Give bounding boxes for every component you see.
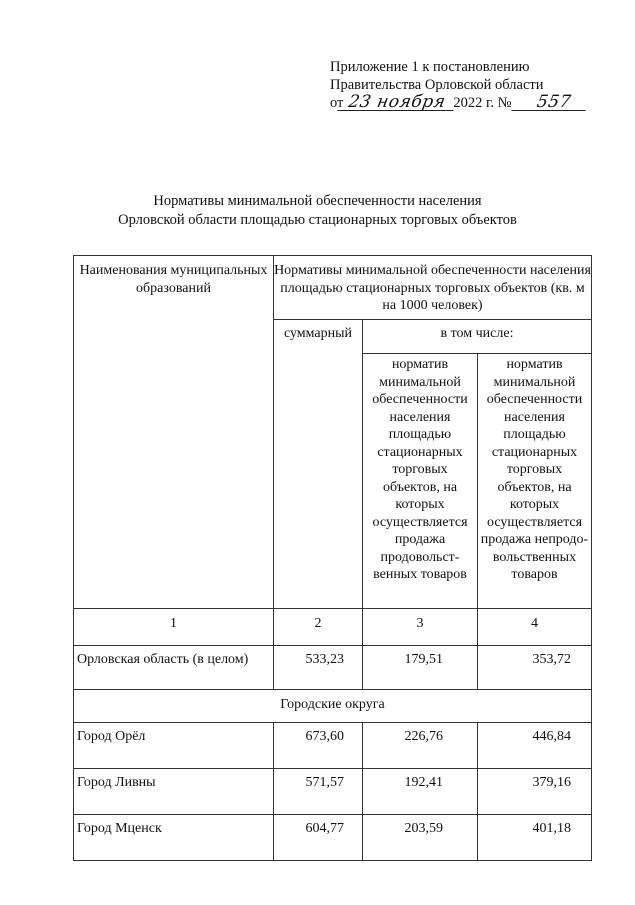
row-total: 533,23 <box>274 646 363 690</box>
column-number: 1 <box>74 609 274 646</box>
document-title <box>0 192 635 230</box>
row-nonfood: 401,18 <box>478 815 592 861</box>
section-row <box>74 690 592 723</box>
title-line-2: Орловской области площадью стационарных торговых объектов <box>118 212 517 228</box>
handwritten-date: 23 ноября <box>340 95 454 109</box>
row-food: 226,76 <box>363 723 478 769</box>
column-number: 4 <box>478 609 592 646</box>
title-line-1: Нормативы минимальной обеспеченности населения <box>153 193 482 209</box>
row-nonfood: 353,72 <box>478 646 592 690</box>
row-name: Город Мценск <box>74 815 274 861</box>
table-row <box>74 646 592 690</box>
row-total: 604,77 <box>274 815 363 861</box>
column-number: 2 <box>274 609 363 646</box>
appendix-year: 2022 г. № <box>453 95 512 111</box>
table-row <box>74 769 592 815</box>
table-row <box>74 815 592 861</box>
header-food-norm: норматив минимальной обеспеченности населения площадью стационарных торговых объектов, на которых осуществляется продажа продовольст- венных товаров <box>363 354 478 609</box>
row-name: Город Орёл <box>74 723 274 769</box>
appendix-prefix: от <box>330 95 344 111</box>
header-norms-column: Нормативы минимальной обеспеченности населения площадью стационарных торговых объектов (кв. м на 1000 человек) <box>274 256 592 320</box>
norms-table <box>73 255 592 861</box>
row-name: Орловская область (в целом) <box>74 646 274 690</box>
column-number: 3 <box>363 609 478 646</box>
column-number-row <box>74 609 592 646</box>
header-including: в том числе: <box>363 320 592 354</box>
row-nonfood: 446,84 <box>478 723 592 769</box>
section-label: Городские округа <box>74 690 592 723</box>
table-row <box>74 723 592 769</box>
header-total: суммарный <box>274 320 363 609</box>
row-nonfood: 379,16 <box>478 769 592 815</box>
row-total: 571,57 <box>274 769 363 815</box>
appendix-block <box>330 58 573 112</box>
header-nonfood-norm: норматив минимальной обеспеченности населения площадью стационарных торговых объектов, на которых осуществляется продажа непродо- вольственных товаров <box>478 354 592 609</box>
row-name: Город Ливны <box>74 769 274 815</box>
appendix-line-2: Правительства Орловской области <box>330 77 544 93</box>
appendix-line-3 <box>330 92 573 112</box>
header-name-column: Наименования муниципальных образований <box>74 256 274 609</box>
appendix-line-1: Приложение 1 к постановлению <box>330 59 530 75</box>
row-total: 673,60 <box>274 723 363 769</box>
row-food: 192,41 <box>363 769 478 815</box>
row-food: 203,59 <box>363 815 478 861</box>
row-food: 179,51 <box>363 646 478 690</box>
handwritten-number: 557 <box>514 95 586 109</box>
